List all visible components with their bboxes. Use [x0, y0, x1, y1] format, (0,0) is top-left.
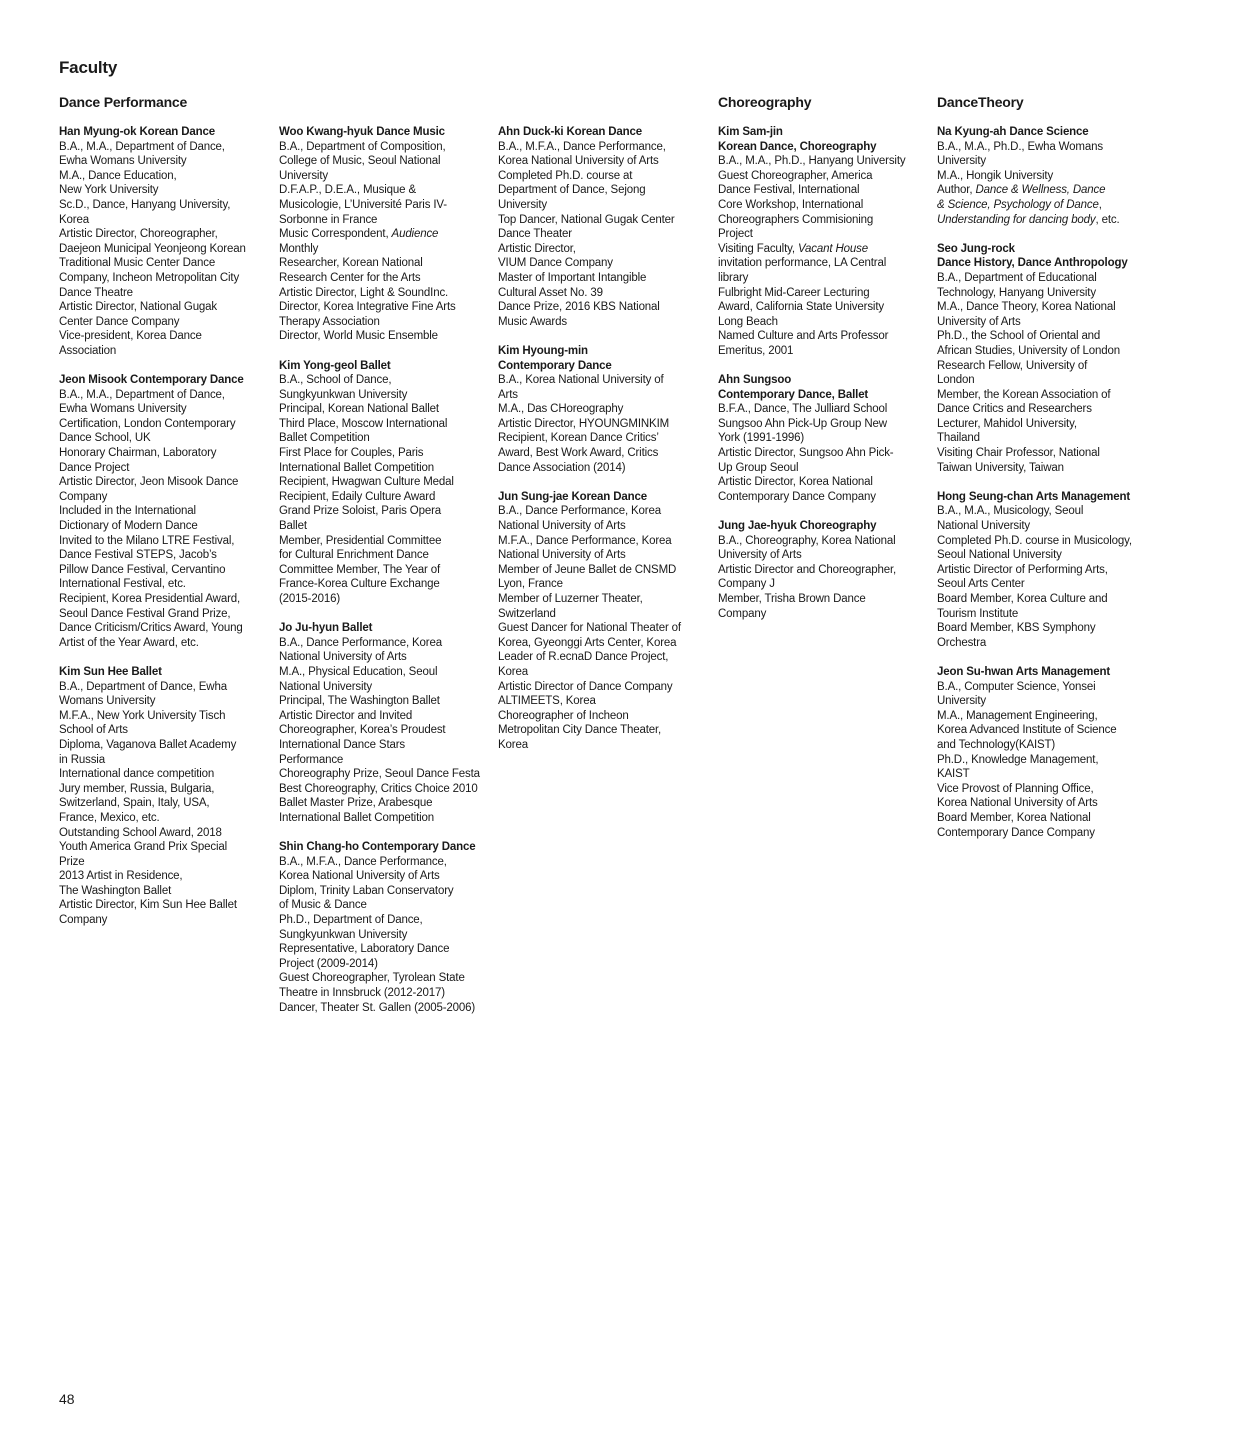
- faculty-credential: Master of Important Intangible: [498, 271, 647, 284]
- faculty-credential: Long Beach: [718, 315, 778, 328]
- faculty-credential: Association: [59, 344, 117, 357]
- faculty-credential: ALTIMEETS, Korea: [498, 695, 596, 708]
- faculty-credential: Member, the Korean Association of: [937, 388, 1111, 401]
- faculty-credential: Jury member, Russia, Bulgaria,: [59, 782, 215, 795]
- faculty-credential: Ph.D., the School of Oriental and: [937, 330, 1101, 343]
- faculty-credential: B.A., M.A., Ph.D., Hanyang University: [718, 155, 906, 168]
- faculty-entry: [59, 665, 269, 928]
- faculty-credential: Music Awards: [498, 315, 567, 328]
- faculty-credential: University: [279, 169, 328, 182]
- faculty-credential: B.A., Dance Performance, Korea: [498, 505, 661, 518]
- faculty-credential: Artistic Director of Dance Company: [498, 680, 673, 693]
- faculty-credential: B.A., Computer Science, Yonsei: [937, 680, 1096, 693]
- faculty-credential: Member, Trisha Brown Dance: [718, 593, 866, 605]
- faculty-name: Jeon Misook Contemporary Dance: [59, 374, 244, 387]
- faculty-credential: International Dance Stars: [279, 738, 406, 751]
- faculty-credential: University of Arts: [718, 549, 802, 562]
- faculty-credential: Emeritus, 2001: [718, 344, 794, 357]
- faculty-column-2: [279, 125, 489, 1030]
- faculty-credential: International dance competition: [59, 768, 215, 781]
- faculty-credential: Korea National University of Arts: [279, 870, 440, 883]
- faculty-name: Jun Sung-jae Korean Dance: [498, 490, 647, 503]
- faculty-credential: Dance Theatre: [59, 286, 133, 299]
- faculty-credential: Metropolitan City Dance Theater,: [498, 724, 662, 737]
- faculty-credential: Lecturer, Mahidol University,: [937, 417, 1077, 430]
- faculty-credential: Switzerland, Spain, Italy, USA,: [59, 797, 210, 810]
- faculty-credential: of Music & Dance: [279, 899, 367, 912]
- faculty-credential: Award, Best Work Award, Critics: [498, 447, 659, 460]
- faculty-entry: [718, 373, 928, 504]
- faculty-credential: (2015-2016): [279, 593, 341, 605]
- faculty-credential: National University of Arts: [498, 549, 626, 562]
- faculty-credential: D.F.A.P., D.E.A., Musique &: [279, 184, 416, 197]
- faculty-credential: Korea: [498, 665, 528, 678]
- faculty-credential: Korea Advanced Institute of Science: [937, 724, 1117, 737]
- faculty-name: Hong Seung-chan Arts Management: [937, 490, 1130, 503]
- faculty-credential: Artistic Director, Choreographer,: [59, 228, 218, 241]
- faculty-credential: Sorbonne in France: [279, 213, 378, 226]
- faculty-credential: Tourism Institute: [937, 607, 1019, 620]
- faculty-credential: Dancer, Theater St. Gallen (2005-2006): [279, 1001, 476, 1014]
- faculty-name: Jo Ju-hyun Ballet: [279, 622, 373, 635]
- faculty-name: Kim Hyoung-min: [498, 344, 588, 357]
- faculty-credential: Center Dance Company: [59, 315, 180, 328]
- faculty-credential: Korea, Gyeonggi Arts Center, Korea: [498, 636, 677, 649]
- faculty-credential: Choreographer of Incheon: [498, 709, 629, 722]
- faculty-credential: Korea National University of Arts: [937, 797, 1098, 810]
- faculty-credential: Theatre in Innsbruck (2012-2017): [279, 987, 445, 1000]
- faculty-credential: Researcher, Korean National: [279, 257, 423, 270]
- faculty-credential: Artistic Director of Performing Arts,: [937, 563, 1108, 576]
- faculty-credential: Research Fellow, University of: [937, 359, 1088, 372]
- faculty-credential: Guest Choreographer, America: [718, 169, 873, 182]
- faculty-entry: [937, 125, 1147, 227]
- faculty-credential: B.A., M.A., Ph.D., Ewha Womans: [937, 140, 1103, 153]
- faculty-credential: B.A., School of Dance,: [279, 374, 392, 387]
- faculty-credential: Dance Theater: [498, 228, 572, 241]
- faculty-credential: Leader of R.ecnaD Dance Project,: [498, 651, 669, 664]
- faculty-name: Na Kyung-ah Dance Science: [937, 126, 1089, 138]
- faculty-credential: Artistic Director, Jeon Misook Dance: [59, 476, 239, 489]
- faculty-entry: [59, 373, 269, 650]
- faculty-credential: College of Music, Seoul National: [279, 155, 441, 168]
- faculty-credential: Pillow Dance Festival, Cervantino: [59, 563, 226, 576]
- faculty-credential: Certification, London Contemporary: [59, 417, 236, 430]
- faculty-credential: Completed Ph.D. course at: [498, 169, 633, 182]
- faculty-credential: Ewha Womans University: [59, 155, 187, 168]
- faculty-entry: [718, 125, 928, 359]
- faculty-credential: African Studies, University of London: [937, 344, 1121, 357]
- faculty-entry: [718, 519, 928, 621]
- faculty-credential: First Place for Couples, Paris: [279, 447, 424, 460]
- faculty-credential: Recipient, Edaily Culture Award: [279, 490, 436, 503]
- faculty-credential: Grand Prize Soloist, Paris Opera: [279, 505, 442, 518]
- faculty-name: Han Myung-ok Korean Dance: [59, 126, 215, 138]
- faculty-column-3: [498, 125, 708, 767]
- section-title-dance-performance: Dance Performance: [59, 94, 188, 110]
- faculty-credential: Artistic Director, Korea National: [718, 476, 873, 489]
- faculty-credential: Womans University: [59, 695, 156, 708]
- faculty-entry: [498, 490, 708, 753]
- faculty-credential: B.A., Choreography, Korea National: [718, 534, 896, 547]
- faculty-credential: B.A., Korea National University of: [498, 374, 664, 387]
- section-title-choreography: Choreography: [718, 94, 812, 110]
- faculty-credential: Board Member, Korea Culture and: [937, 593, 1108, 605]
- faculty-credential: York (1991-1996): [718, 432, 805, 445]
- faculty-credential: Principal, The Washington Ballet: [279, 695, 440, 708]
- faculty-credential: Director, World Music Ensemble: [279, 330, 438, 343]
- faculty-credential: Dance Project: [59, 461, 130, 474]
- faculty-name: Jung Jae-hyuk Choreography: [718, 520, 877, 533]
- faculty-credential: Vice-president, Korea Dance: [59, 330, 202, 343]
- faculty-name: Woo Kwang-hyuk Dance Music: [279, 126, 445, 138]
- faculty-credential: Artistic Director, Light & SoundInc.: [279, 286, 449, 299]
- faculty-credential: B.A., M.A., Musicology, Seoul: [937, 505, 1084, 518]
- faculty-name: Kim Sam-jin: [718, 126, 783, 138]
- faculty-credential: Ph.D., Department of Dance,: [279, 914, 423, 927]
- faculty-credential: Member, Presidential Committee: [279, 534, 442, 547]
- faculty-credential: Project (2009-2014): [279, 957, 378, 970]
- faculty-credential: Choreography Prize, Seoul Dance Festa: [279, 768, 480, 781]
- faculty-credential: B.A., Department of Educational: [937, 271, 1097, 284]
- faculty-credential: National University of Arts: [498, 520, 626, 533]
- faculty-credential: International Ballet Competition: [279, 811, 435, 824]
- faculty-credential: Youth America Grand Prix Special: [59, 841, 228, 854]
- faculty-name: Ahn Duck-ki Korean Dance: [498, 126, 643, 138]
- faculty-credential: Artistic Director,: [498, 242, 576, 255]
- faculty-credential: Orchestra: [937, 636, 987, 649]
- faculty-credential: Seoul Dance Festival Grand Prize,: [59, 607, 231, 620]
- faculty-credential: Visiting Chair Professor, National: [937, 447, 1100, 460]
- faculty-credential: Company: [59, 914, 108, 927]
- faculty-entry: [279, 359, 489, 607]
- faculty-credential: invitation performance, LA Central: [718, 257, 887, 270]
- faculty-credential: M.F.A., New York University Tisch: [59, 709, 226, 722]
- faculty-credential: Sungkyunkwan University: [279, 388, 408, 401]
- faculty-credential: Dance Prize, 2016 KBS National: [498, 301, 660, 314]
- faculty-name: Kim Sun Hee Ballet: [59, 665, 162, 678]
- faculty-credential: Understanding for dancing body, etc.: [937, 213, 1120, 226]
- faculty-credential: VIUM Dance Company: [498, 257, 613, 270]
- faculty-credential: M.F.A., Dance Performance, Korea: [498, 534, 672, 547]
- faculty-credential: France, Mexico, etc.: [59, 811, 160, 824]
- faculty-credential: Third Place, Moscow International: [279, 417, 448, 430]
- faculty-credential: and Technology(KAIST): [937, 738, 1056, 751]
- faculty-credential: Daejeon Municipal Yeonjeong Korean: [59, 242, 246, 255]
- faculty-credential: Music Correspondent, Audience: [279, 228, 439, 241]
- faculty-credential: Artistic Director and Choreographer,: [718, 563, 897, 576]
- faculty-credential: Contemporary Dance Company: [718, 490, 876, 503]
- faculty-credential: Artist of the Year Award, etc.: [59, 636, 199, 649]
- faculty-credential: University: [498, 198, 547, 211]
- faculty-credential: Sc.D., Dance, Hanyang University,: [59, 198, 231, 211]
- faculty-credential: Recipient, Hwagwan Culture Medal: [279, 476, 454, 489]
- faculty-credential: Ballet: [279, 520, 307, 533]
- faculty-credential: M.A., Dance Education,: [59, 169, 177, 182]
- faculty-credential: Musicologie, L’Université Paris IV-: [279, 198, 447, 211]
- faculty-credential: France-Korea Culture Exchange: [279, 578, 440, 591]
- faculty-credential: Thailand: [937, 432, 980, 445]
- faculty-credential: Artistic Director and Invited: [279, 709, 413, 722]
- faculty-credential: Recipient, Korea Presidential Award,: [59, 593, 241, 605]
- faculty-credential: Guest Dancer for National Theater of: [498, 622, 681, 635]
- faculty-specialty: Contemporary Dance: [498, 359, 612, 372]
- faculty-credential: in Russia: [59, 753, 105, 766]
- faculty-credential: Member of Luzerner Theater,: [498, 593, 643, 605]
- faculty-credential: Fulbright Mid-Career Lecturing: [718, 286, 870, 299]
- faculty-credential: Named Culture and Arts Professor: [718, 330, 889, 343]
- faculty-credential: Member of Jeune Ballet de CNSMD: [498, 563, 677, 576]
- faculty-credential: Visiting Faculty, Vacant House: [718, 242, 868, 255]
- faculty-entry: [279, 840, 489, 1015]
- faculty-credential: Ballet Competition: [279, 432, 370, 445]
- faculty-credential: Project: [718, 228, 753, 241]
- faculty-column-1: [59, 125, 269, 942]
- faculty-credential: Award, California State University: [718, 301, 884, 314]
- faculty-credential: Therapy Association: [279, 315, 380, 328]
- section-title-dance-theory: DanceTheory: [937, 94, 1024, 110]
- faculty-credential: Ewha Womans University: [59, 403, 187, 416]
- faculty-credential: Recipient, Korean Dance Critics’: [498, 432, 659, 445]
- faculty-credential: Principal, Korean National Ballet: [279, 403, 439, 416]
- faculty-credential: Ballet Master Prize, Arabesque: [279, 797, 433, 810]
- faculty-credential: KAIST: [937, 768, 970, 781]
- faculty-credential: National University of Arts: [279, 651, 407, 664]
- faculty-credential: Company J: [718, 578, 775, 591]
- faculty-credential: Dictionary of Modern Dance: [59, 520, 198, 533]
- faculty-credential: Outstanding School Award, 2018: [59, 826, 222, 839]
- faculty-credential: M.A., Management Engineering,: [937, 709, 1098, 722]
- faculty-credential: Artistic Director, Sungsoo Ahn Pick-: [718, 447, 894, 460]
- faculty-credential: Lyon, France: [498, 578, 563, 591]
- faculty-credential: Monthly: [279, 242, 319, 255]
- faculty-credential: Author, Dance & Wellness, Dance: [937, 184, 1106, 197]
- faculty-credential: Ph.D., Knowledge Management,: [937, 753, 1099, 766]
- faculty-credential: B.F.A., Dance, The Julliard School: [718, 403, 888, 416]
- faculty-credential: Sungsoo Ahn Pick-Up Group New: [718, 417, 887, 430]
- faculty-credential: Guest Choreographer, Tyrolean State: [279, 972, 465, 985]
- faculty-entry: [279, 125, 489, 344]
- faculty-credential: London: [937, 374, 975, 387]
- faculty-credential: B.A., Dance Performance, Korea: [279, 636, 442, 649]
- faculty-credential: Completed Ph.D. course in Musicology,: [937, 534, 1132, 547]
- faculty-credential: B.A., Department of Composition,: [279, 140, 446, 153]
- faculty-credential: Diplom, Trinity Laban Conservatory: [279, 884, 454, 897]
- faculty-entry: [498, 344, 708, 475]
- faculty-credential: University: [937, 155, 986, 168]
- faculty-credential: Artistic Director, National Gugak: [59, 301, 218, 314]
- faculty-entry: [937, 665, 1147, 840]
- faculty-credential: Top Dancer, National Gugak Center: [498, 213, 675, 226]
- faculty-entry: [279, 621, 489, 825]
- faculty-credential: Korea: [59, 213, 89, 226]
- page-title: Faculty: [59, 58, 118, 77]
- faculty-credential: Switzerland: [498, 607, 556, 620]
- faculty-credential: Company: [59, 490, 108, 503]
- page-number: 48: [59, 1391, 75, 1407]
- faculty-specialty: Contemporary Dance, Ballet: [718, 388, 869, 401]
- faculty-credential: B.A., M.F.A., Dance Performance,: [498, 140, 666, 153]
- faculty-credential: Vice Provost of Planning Office,: [937, 782, 1094, 795]
- faculty-credential: New York University: [59, 184, 159, 197]
- faculty-credential: Choreographers Commisioning: [718, 213, 874, 226]
- faculty-name: Shin Chang-ho Contemporary Dance: [279, 841, 476, 854]
- faculty-credential: Arts: [498, 388, 518, 401]
- faculty-credential: Invited to the Milano LTRE Festival,: [59, 534, 235, 547]
- faculty-credential: & Science, Psychology of Dance,: [937, 198, 1102, 211]
- faculty-credential: National University: [279, 680, 373, 693]
- faculty-credential: B.A., M.A., Department of Dance,: [59, 388, 225, 401]
- faculty-credential: Research Center for the Arts: [279, 271, 421, 284]
- faculty-credential: Cultural Asset No. 39: [498, 286, 603, 299]
- faculty-credential: Dance Festival STEPS, Jacob’s: [59, 549, 217, 562]
- faculty-entry: [59, 125, 269, 359]
- faculty-name: Ahn Sungsoo: [718, 374, 792, 387]
- faculty-credential: National University: [937, 520, 1031, 533]
- faculty-name: Jeon Su-hwan Arts Management: [937, 665, 1111, 678]
- faculty-credential: Core Workshop, International: [718, 198, 864, 211]
- faculty-entry: [937, 242, 1147, 476]
- faculty-credential: library: [718, 271, 749, 284]
- faculty-credential: Company, Incheon Metropolitan City: [59, 271, 240, 284]
- faculty-credential: Artistic Director, HYOUNGMINKIM: [498, 417, 670, 430]
- faculty-credential: Prize: [59, 855, 85, 868]
- faculty-specialty: Dance History, Dance Anthropology: [937, 257, 1128, 270]
- faculty-credential: B.A., M.A., Department of Dance,: [59, 140, 225, 153]
- faculty-entry: [498, 125, 708, 329]
- faculty-credential: Dance Festival, International: [718, 184, 860, 197]
- faculty-column-5: [937, 125, 1147, 855]
- faculty-credential: The Washington Ballet: [59, 884, 172, 897]
- faculty-credential: International Ballet Competition: [279, 461, 435, 474]
- faculty-credential: Sungkyunkwan University: [279, 928, 408, 941]
- faculty-credential: M.A., Dance Theory, Korea National: [937, 301, 1116, 314]
- faculty-credential: University: [937, 695, 986, 708]
- faculty-credential: University of Arts: [937, 315, 1021, 328]
- faculty-credential: Korea: [498, 738, 528, 751]
- faculty-credential: Committee Member, The Year of: [279, 563, 440, 576]
- faculty-credential: Dance Association (2014): [498, 461, 626, 474]
- faculty-credential: Included in the International: [59, 505, 196, 518]
- faculty-credential: Contemporary Dance Company: [937, 826, 1095, 839]
- faculty-credential: Diploma, Vaganova Ballet Academy: [59, 738, 237, 751]
- faculty-column-4: [718, 125, 928, 636]
- faculty-credential: Best Choreography, Critics Choice 2010: [279, 782, 478, 795]
- faculty-credential: Company: [718, 607, 767, 620]
- faculty-name: Seo Jung-rock: [937, 242, 1015, 255]
- faculty-credential: B.A., M.F.A., Dance Performance,: [279, 855, 447, 868]
- faculty-credential: Taiwan University, Taiwan: [937, 461, 1064, 474]
- faculty-credential: International Festival, etc.: [59, 578, 186, 591]
- faculty-credential: 2013 Artist in Residence,: [59, 870, 183, 883]
- faculty-credential: Choreographer, Korea’s Proudest: [279, 724, 446, 737]
- faculty-credential: School of Arts: [59, 724, 128, 737]
- faculty-credential: Dance Criticism/Critics Award, Young: [59, 622, 243, 635]
- faculty-credential: Traditional Music Center Dance: [59, 257, 216, 270]
- faculty-credential: B.A., Department of Dance, Ewha: [59, 680, 227, 693]
- faculty-credential: Artistic Director, Kim Sun Hee Ballet: [59, 899, 237, 912]
- faculty-credential: M.A., Physical Education, Seoul: [279, 665, 438, 678]
- faculty-credential: Up Group Seoul: [718, 461, 799, 474]
- faculty-credential: Dance School, UK: [59, 432, 151, 445]
- faculty-credential: Honorary Chairman, Laboratory: [59, 447, 217, 460]
- faculty-credential: Korea National University of Arts: [498, 155, 659, 168]
- faculty-credential: Board Member, Korea National: [937, 811, 1091, 824]
- faculty-specialty: Korean Dance, Choreography: [718, 140, 877, 153]
- faculty-credential: Performance: [279, 753, 344, 766]
- faculty-credential: Board Member, KBS Symphony: [937, 622, 1096, 635]
- faculty-credential: M.A., Das CHoreography: [498, 403, 624, 416]
- faculty-credential: Representative, Laboratory Dance: [279, 943, 450, 956]
- faculty-credential: Department of Dance, Sejong: [498, 184, 646, 197]
- faculty-credential: M.A., Hongik University: [937, 169, 1054, 182]
- faculty-credential: Director, Korea Integrative Fine Arts: [279, 301, 456, 314]
- faculty-credential: Dance Critics and Researchers: [937, 403, 1092, 416]
- faculty-credential: Technology, Hanyang University: [937, 286, 1096, 299]
- faculty-credential: for Cultural Enrichment Dance: [279, 549, 429, 562]
- faculty-credential: Seoul Arts Center: [937, 578, 1025, 591]
- faculty-credential: Seoul National University: [937, 549, 1062, 562]
- faculty-entry: [937, 490, 1147, 651]
- faculty-name: Kim Yong-geol Ballet: [279, 359, 391, 372]
